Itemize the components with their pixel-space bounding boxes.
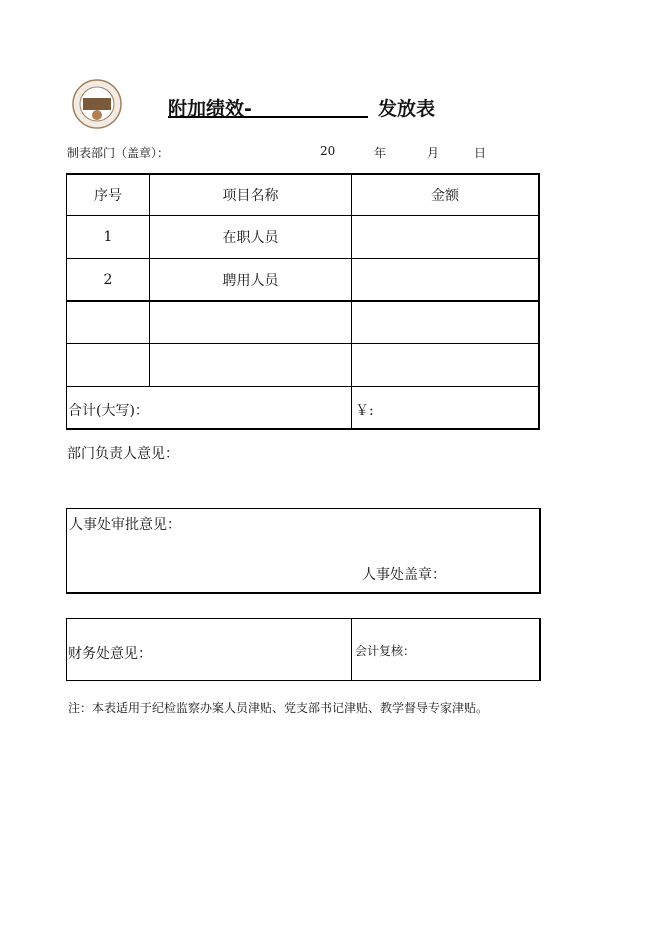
university-logo — [72, 78, 122, 130]
row-2-no: 2 — [103, 271, 113, 288]
row-4-name[interactable] — [150, 344, 351, 386]
title-prefix: 附加绩效- — [168, 94, 368, 118]
row-2-name: 聘用人员 — [222, 272, 279, 289]
footnote: 注：本表适用于纪检监察办案人员津贴、党支部书记津贴、教学督导专家津贴。 — [68, 701, 489, 715]
finance-opinion-label: 财务处意见： — [68, 646, 152, 662]
row-1-name: 在职人员 — [222, 230, 279, 246]
year-prefix: 20 — [320, 144, 336, 158]
total-yuan[interactable]: ￥: — [355, 403, 374, 419]
column-header-no: 序号 — [94, 188, 122, 204]
day-label: 日 — [474, 146, 487, 160]
column-header-amount: 金额 — [431, 188, 459, 204]
accounting-review-label: 会计复核： — [355, 644, 416, 658]
row-2-amount[interactable] — [352, 259, 538, 300]
column-header-name: 项目名称 — [222, 188, 279, 204]
row-4-no[interactable] — [67, 344, 149, 386]
year-label: 年 — [374, 146, 387, 160]
row-4-amount[interactable] — [352, 344, 538, 386]
row-1-amount[interactable] — [352, 216, 538, 258]
title-suffix: 发放表 — [378, 98, 436, 120]
hr-opinion-label: 人事处审批意见： — [69, 517, 181, 533]
row-1-no: 1 — [103, 229, 113, 245]
month-label: 月 — [427, 146, 440, 160]
dept-head-opinion: 部门负责人意见： — [67, 446, 179, 462]
row-3-name[interactable] — [150, 302, 351, 343]
row-3-no[interactable] — [67, 302, 149, 343]
row-3-amount[interactable] — [352, 302, 538, 343]
total-label: 合计(大写)： — [68, 403, 149, 419]
dept-label: 制表部门（盖章）： — [67, 146, 170, 160]
hr-seal-label: 人事处盖章： — [362, 567, 446, 583]
